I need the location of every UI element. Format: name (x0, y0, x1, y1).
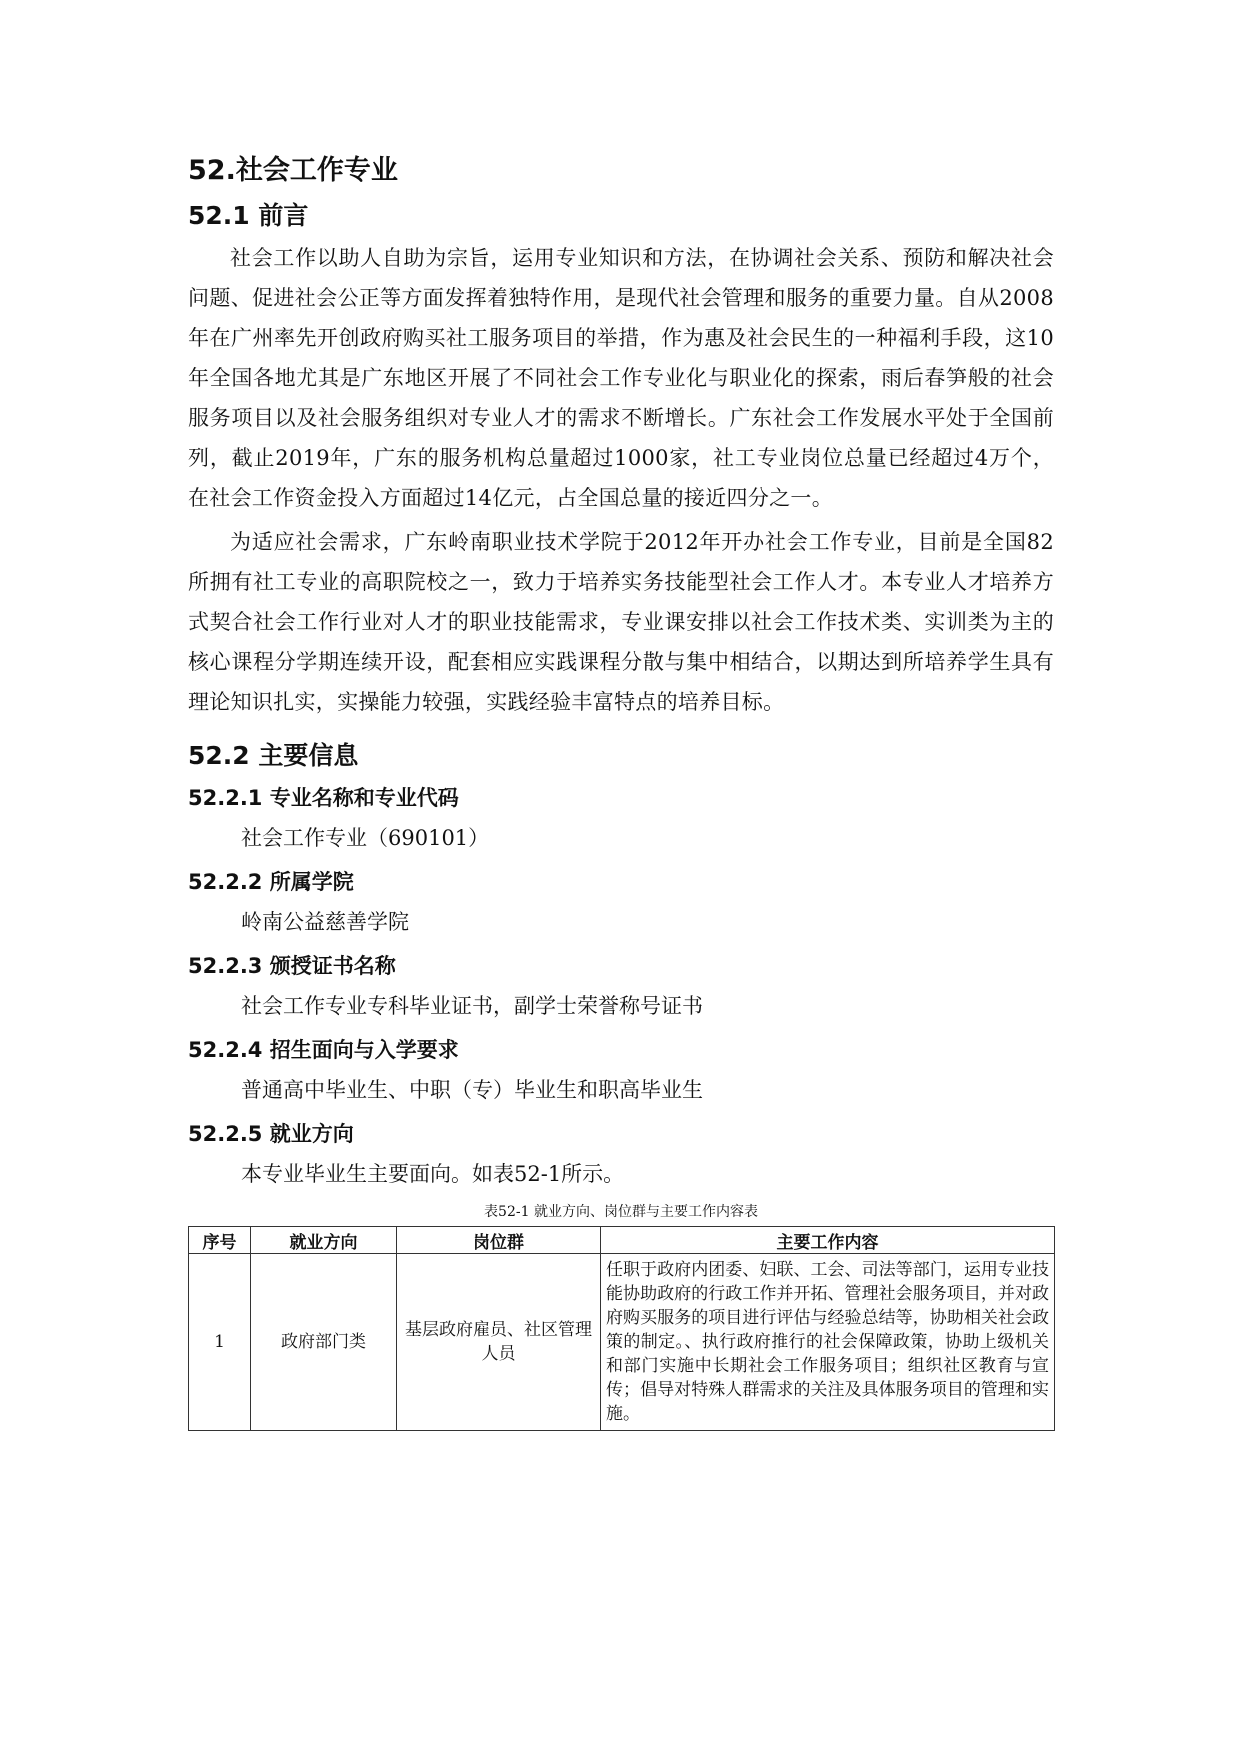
subsection-heading-college: 52.2.2 所属学院 (188, 870, 354, 894)
document-title: 52.社会工作专业 (188, 155, 398, 186)
header-no: 序号 (189, 1227, 251, 1254)
table-header-row (189, 1227, 1055, 1254)
cell-content: 任职于政府内团委、妇联、工会、司法等部门，运用专业技能协助政府的行政工作并开拓、管理社会服务项目，并对政府购买服务的项目进行评估与经验总结等，协助相关社会政策的制定。、执行政府推行的社会保障政策，协助上级机关和部门实施中长期社会工作服务项目；组织社区教育与宣传；倡导对特殊人群需求的关注及具体服务项目的管理和实施。 (601, 1254, 1055, 1431)
employment-table (188, 1226, 1055, 1431)
table-caption: 表52-1 就业方向、岗位群与主要工作内容表 (484, 1204, 758, 1220)
header-content: 主要工作内容 (601, 1227, 1055, 1254)
subsection-heading-enrollment: 52.2.4 招生面向与入学要求 (188, 1038, 459, 1062)
enrollment-text: 普通高中毕业生、中职（专）毕业生和职高毕业生 (241, 1078, 703, 1102)
cell-direction: 政府部门类 (251, 1254, 397, 1431)
subsection-heading-employment: 52.2.5 就业方向 (188, 1122, 354, 1146)
subsection-heading-major-code: 52.2.1 专业名称和专业代码 (188, 786, 459, 810)
table-row (189, 1254, 1055, 1431)
cell-positions: 基层政府雇员、社区管理人员 (397, 1254, 601, 1431)
preface-paragraph-2: 为适应社会需求，广东岭南职业技术学院于2012年开办社会工作专业，目前是全国82所拥有社工专业的高职院校之一，致力于培养实务技能型社会工作人才。本专业人才培养方式契合社会工作行业对人才的职业技能需求，专业课安排以社会工作技术类、实训类为主的核心课程分学期连续开设，配套相应实践课程分散与集中相结合，以期达到所培养学生具有理论知识扎实，实操能力较强，实践经验丰富特点的培养目标。 (188, 530, 1054, 714)
section-heading-main-info: 52.2 主要信息 (188, 741, 359, 770)
preface-paragraph-1: 社会工作以助人自助为宗旨，运用专业知识和方法，在协调社会关系、预防和解决社会问题、促进社会公正等方面发挥着独特作用，是现代社会管理和服务的重要力量。自从2008年在广州率先开创政府购买社工服务项目的举措，作为惠及社会民生的一种福利手段，这10年全国各地尤其是广东地区开展了不同社会工作专业化与职业化的探索，雨后春笋般的社会服务项目以及社会服务组织对专业人才的需求不断增长。广东社会工作发展水平处于全国前列，截止2019年，广东的服务机构总量超过1000家，社工专业岗位总量已经超过4万个，在社会工作资金投入方面超过14亿元，占全国总量的接近四分之一。 (188, 246, 1054, 510)
certificate-text: 社会工作专业专科毕业证书，副学士荣誉称号证书 (241, 994, 703, 1018)
header-direction: 就业方向 (251, 1227, 397, 1254)
cell-no: 1 (189, 1254, 251, 1431)
section-heading-preface: 52.1 前言 (188, 201, 309, 230)
college-text: 岭南公益慈善学院 (241, 910, 409, 934)
document-page (188, 148, 1054, 1431)
subsection-heading-certificate: 52.2.3 颁授证书名称 (188, 954, 396, 978)
employment-text: 本专业毕业生主要面向。如表52-1所示。 (241, 1162, 625, 1186)
header-positions: 岗位群 (397, 1227, 601, 1254)
major-code-text: 社会工作专业（690101） (241, 826, 490, 850)
